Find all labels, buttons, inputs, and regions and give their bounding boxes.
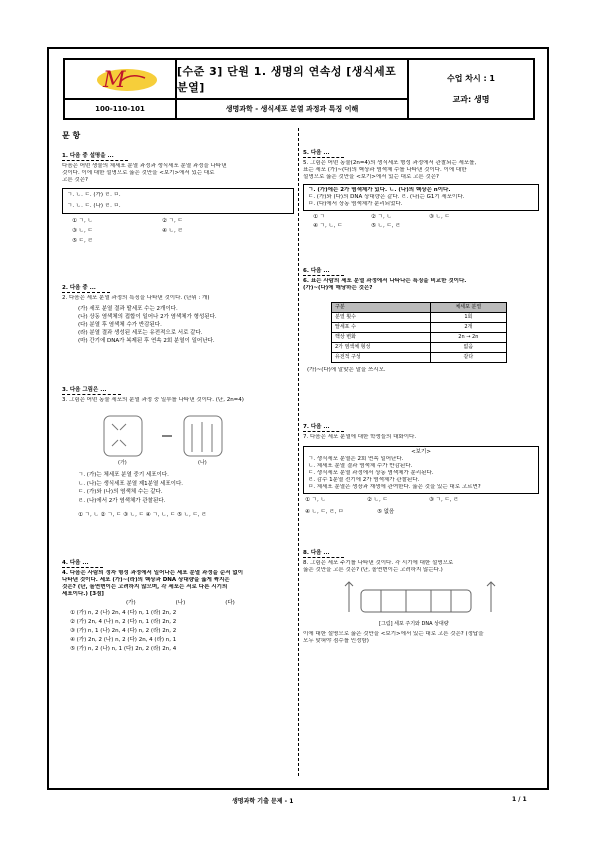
- grade-line-2: 교과: 생명: [452, 95, 490, 104]
- q5-line: 표는 세포 (가)~(다)의 핵상과 염색체 수를 나타낸 것이다. 이에 대한: [303, 167, 467, 173]
- q2-line: 2. 다음은 세포 분열 과정의 특징을 나타낸 것이다. (단위 : 개): [62, 295, 210, 301]
- q8-line: 옳은 것만을 고른 것은? (단, 돌연변이는 고려하지 않는다.): [303, 567, 443, 573]
- q6-cell: 같다: [430, 353, 506, 363]
- question-3: [62, 387, 294, 520]
- q5-line: 설명으로 옳은 것만을 <보기>에서 있는 대로 고른 것은?: [303, 174, 439, 180]
- q5-option[interactable]: ③ ㄴ, ㄷ: [429, 214, 450, 220]
- q4-col-head: (가): [126, 599, 136, 606]
- q6-cell: 유전적 구성: [332, 353, 431, 363]
- q8-tail: 이에 대한 설명으로 옳은 것만을 <보기>에서 있는 대로 고른 것은? (정답을: [303, 631, 484, 637]
- q2-item: (마) 간기에 DNA가 복제된 후 연속 2회 분열이 일어난다.: [78, 338, 215, 344]
- q4-col-head: (나): [175, 599, 186, 606]
- q7-options-row-1: [303, 497, 539, 504]
- document-subtitle: 생명과학 ‐ 생식세포 분열 과정과 특징 이해: [177, 100, 409, 118]
- q4-line: 것은? (단, 돌연변이는 고려하지 않으며, 각 세포는 서로 다른 시기의: [62, 583, 228, 590]
- q5-option[interactable]: ① ㄱ: [313, 214, 325, 220]
- q2-item: (가) 세포 분열 결과 딸세포 수는 2개이다.: [78, 306, 178, 312]
- q6-cell: 분열 횟수: [332, 313, 431, 323]
- q1-line-2: 것이다. 이에 대한 설명으로 옳은 것만을 <보기>에서 있는 대로: [62, 170, 215, 176]
- q1-option[interactable]: ④ ㄴ, ㄹ: [162, 228, 183, 234]
- logo-mark-icon: [65, 60, 175, 98]
- q7-box: [303, 446, 539, 494]
- question-4: [62, 560, 294, 654]
- q4-head: 4. 다음 ...: [62, 560, 103, 568]
- question-1: [62, 153, 294, 245]
- q5-line: 5. 그림은 어떤 동물(2n=4)의 생식세포 형성 과정에서 관찰되는 세포를,: [303, 160, 477, 166]
- q1-head: 1. 다음 중 설명을 ...: [62, 153, 128, 161]
- q5-option[interactable]: ④ ㄱ, ㄴ, ㄷ: [313, 223, 343, 229]
- q6-th: 체세포 분열: [430, 303, 506, 313]
- q5-head: 5. 다음 ...: [303, 150, 344, 158]
- q6-cell: 2n → 2n: [430, 333, 506, 343]
- q1-option[interactable]: ⑤ ㄷ, ㄹ: [72, 238, 93, 244]
- q2-head: 2. 다음 중 ...: [62, 285, 110, 293]
- q3-item: ㄴ. (나)는 생식세포 분열 제1분열 세포이다.: [78, 480, 184, 487]
- document-code: 100-110-101: [65, 100, 177, 118]
- q4-option[interactable]: ③ (가) n, 1 (나) 2n, 4 (다) n, 2 (라) 2n, 2: [70, 627, 177, 634]
- q6-note: (가)~(다)에 알맞은 말을 쓰시오.: [307, 367, 386, 373]
- q3-item: ㄹ. (나)에서 2가 염색체가 관찰된다.: [78, 497, 166, 504]
- q6-cell: 없음: [430, 343, 506, 353]
- q7-option[interactable]: ① ㄱ, ㄴ: [305, 497, 326, 503]
- cell-cycle-figure: [321, 576, 521, 628]
- q8-head: 8. 다음 ...: [303, 550, 344, 558]
- q5-box: [303, 184, 539, 211]
- svg-text:M: M: [103, 68, 126, 93]
- q7-option[interactable]: ② ㄴ, ㄷ: [367, 497, 388, 503]
- q5-option[interactable]: ② ㄱ, ㄴ: [371, 214, 392, 220]
- q5-option[interactable]: ⑤ ㄴ, ㄷ, ㄹ: [371, 223, 401, 229]
- q7-box-line: ㄹ. 감수 1분열 전기에 2가 염색체가 관찰된다.: [308, 477, 420, 483]
- q2-item: (다) 분열 후 염색체 수가 반감된다.: [78, 322, 162, 328]
- q1-option[interactable]: ① ㄱ, ㄴ: [72, 218, 93, 224]
- q4-option[interactable]: ① (가) n, 2 (나) 2n, 4 (다) n, 1 (라) 2n, 2: [70, 609, 177, 616]
- q4-option[interactable]: ④ (가) 2n, 2 (나) n, 2 (다) 2n, 4 (라) n, 1: [70, 636, 177, 643]
- question-5: [303, 150, 539, 230]
- q1-line-1: 다음은 어떤 생물의 체세포 분열 과정과 생식세포 분열 과정을 나타낸: [62, 163, 227, 169]
- q6-head: 6. 다음 ...: [303, 268, 344, 276]
- q2-item: (라) 분열 결과 생성된 세포는 유전적으로 서로 같다.: [78, 330, 203, 336]
- q6-line: 6. 표는 사람의 세포 분열 과정에서 나타나는 특징을 비교한 것이다.: [303, 278, 467, 284]
- logo: [65, 60, 177, 100]
- q3-item: ㄷ. (가)와 (나)의 염색체 수는 같다.: [78, 489, 163, 495]
- q4-line: 4. 다음은 사람의 정자 형성 과정에서 일어나는 세포 분열 과정을 순서 없이: [62, 569, 244, 576]
- grade-info: [409, 60, 533, 118]
- q3-item: ㄱ. (가)는 체세포 분열 중기 세포이다.: [78, 472, 169, 478]
- q1-option[interactable]: ③ ㄴ, ㄷ: [72, 228, 93, 234]
- q3-answer-line: ① ㄱ, ㄴ ② ㄱ, ㄷ ③ ㄴ, ㄷ ④ ㄱ, ㄴ, ㄷ ⑤ ㄴ, ㄷ, ㄹ: [78, 512, 207, 518]
- q2-item: (나) 상동 염색체의 접합이 일어나 2가 염색체가 형성된다.: [78, 314, 217, 320]
- question-6: [303, 268, 539, 374]
- q4-table-head: [62, 600, 294, 607]
- q7-head: 7. 다음 ...: [303, 424, 344, 432]
- document-title: [수준 3] 단원 1. 생명의 연속성 [생식세포분열]: [177, 60, 409, 100]
- q4-option[interactable]: ⑤ (가) n, 2 (나) n, 1 (다) 2n, 2 (라) 2n, 4: [70, 645, 177, 652]
- q3-head: 3. 다음 그림은 ...: [62, 387, 121, 395]
- q4-line: 세포이다.) [3점]: [62, 590, 104, 597]
- q7-line: 7. 다음은 세포 분열에 대한 학생들의 대화이다.: [303, 434, 417, 440]
- cell-division-figure: [92, 410, 292, 466]
- footer-center: 생명과학 기출 문제 ‐ 1: [232, 798, 294, 805]
- header-table: [63, 58, 535, 120]
- fig-caption: [그림] 세포 주기와 DNA 상대량: [379, 621, 449, 627]
- question-7: [303, 424, 539, 516]
- column-divider: [298, 128, 299, 776]
- left-column: [62, 132, 294, 654]
- q3-line: 3. 그림은 어떤 동물 세포의 분열 과정 중 일부를 나타낸 것이다. (단, 2n=4): [62, 397, 244, 403]
- right-column: [303, 150, 539, 645]
- q8-tail: 모두 맞혀야 점수를 인정함): [303, 638, 369, 644]
- q7-option[interactable]: ⑤ 없음: [377, 509, 395, 515]
- q1-box: [62, 188, 294, 214]
- q4-option[interactable]: ② (가) 2n, 4 (나) n, 2 (다) n, 1 (라) 2n, 2: [70, 618, 177, 625]
- q6-cell: 1회: [430, 313, 506, 323]
- section-label: 문 항: [62, 131, 81, 140]
- q1-option[interactable]: ② ㄱ, ㄷ: [162, 218, 183, 224]
- question-2: [62, 285, 294, 345]
- q6-table: [331, 302, 507, 363]
- q6-cell: 핵상 변화: [332, 333, 431, 343]
- q6-cell: 2개: [430, 323, 506, 333]
- q8-line: 8. 그림은 세포 주기를 나타낸 것이다. 각 시기에 대한 설명으로: [303, 560, 454, 566]
- q6-th: 구분: [332, 303, 431, 313]
- footer-page: 1 / 1: [512, 796, 527, 803]
- q7-options-row-2: [303, 509, 539, 516]
- q6-line: (가)~(다)에 해당하는 것은?: [303, 285, 373, 291]
- q1-options: [62, 218, 252, 245]
- q4-line: 나타낸 것이다. 세포 (가)~(라)의 핵상과 DNA 상대량을 옳게 짝지은: [62, 576, 230, 583]
- q7-option[interactable]: ③ ㄱ, ㄷ, ㄹ: [429, 497, 459, 503]
- q5-options: [303, 214, 513, 230]
- q6-cell: 딸세포 수: [332, 323, 431, 333]
- fig-label-b: (나): [198, 460, 207, 466]
- q4-col-head: (다): [225, 599, 235, 606]
- q1-line-3: 고른 것은?: [62, 177, 88, 183]
- question-8: [303, 550, 539, 645]
- q5-box-line: ㄱ. (가)에는 2가 염색체가 있다. ㄴ. (나)의 핵상은 n이다.: [308, 187, 451, 193]
- q1-box-row-1: ㄱ. ㄴ. ㄷ. (가) ㄹ. ㅁ.: [67, 192, 121, 198]
- q5-box-line: ㅁ. (다)에서 상동 염색체가 분리되었다.: [308, 201, 403, 207]
- q7-box-line: ㄱ. 생식세포 분열은 2회 연속 일어난다.: [308, 456, 404, 462]
- q7-box-line: ㄴ. 체세포 분열 결과 염색체 수가 반감된다.: [308, 463, 413, 469]
- q7-box-line: ㅁ. 체세포 분열은 생장과 재생에 관여한다. 옳은 것을 있는 대로 고르면?: [308, 484, 481, 490]
- q7-option[interactable]: ④ ㄴ, ㄷ, ㄹ, ㅁ: [305, 509, 344, 515]
- q7-box-title: <보기>: [411, 449, 431, 455]
- grade-line-1: 수업 차시 : 1: [446, 74, 496, 83]
- q1-box-row-2: ㄱ. ㄴ. ㄷ. (나) ㄹ. ㅁ.: [67, 203, 121, 209]
- q5-box-line: ㄷ. (가)와 (다)의 DNA 상대량은 같다. ㄹ. (나)는 G1기 세포이다.: [308, 194, 465, 200]
- q7-box-line: ㄷ. 생식세포 분열 과정에서 상동 염색체가 분리된다.: [308, 470, 434, 476]
- fig-label-a: (가): [118, 460, 127, 466]
- q6-cell: 2가 염색체 형성: [332, 343, 431, 353]
